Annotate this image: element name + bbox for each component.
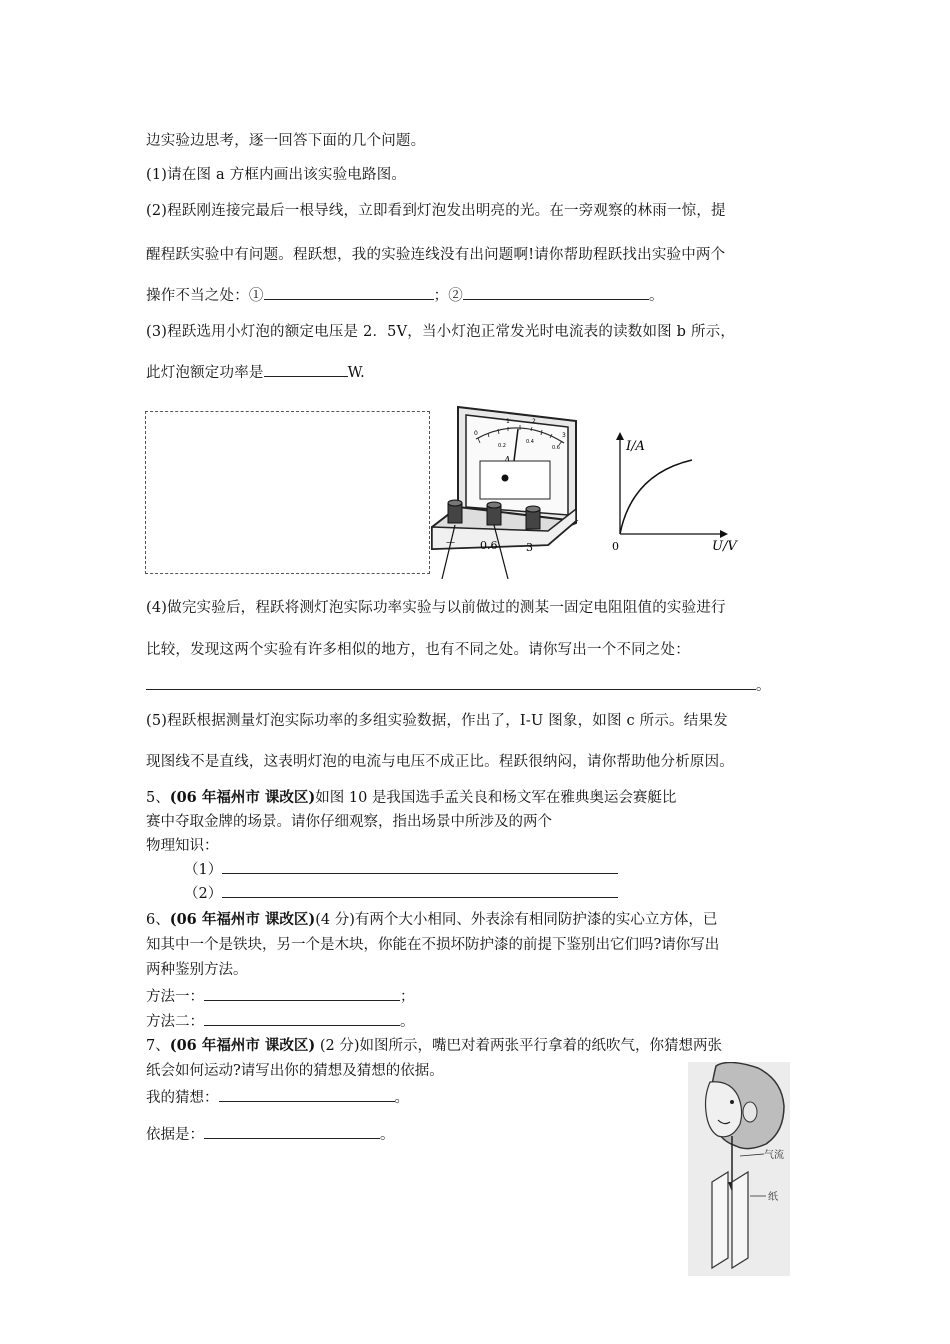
ear (743, 1102, 757, 1122)
paper-right (732, 1172, 748, 1268)
x-axis-arrow (720, 530, 728, 538)
scale-label: 0.2 (498, 443, 506, 449)
answer-blank-basis[interactable] (204, 1124, 380, 1139)
terminal-label-3: 3 (526, 541, 533, 554)
end-text: W. (347, 365, 365, 381)
terminal-label-0.6: 0.6 (480, 539, 498, 552)
question-6-line-3: 两种鉴别方法。 (146, 962, 248, 978)
iu-curve (620, 460, 692, 534)
end-text: 。 (394, 1090, 409, 1106)
answer-blank-guess[interactable] (219, 1087, 395, 1102)
question-6-line-1 (146, 908, 717, 929)
terminal-middle (487, 502, 501, 525)
label-paper: 纸 (768, 1192, 778, 1203)
answer-blank-2[interactable] (463, 285, 649, 300)
scale-label: 0.6 (552, 445, 560, 451)
question-5-item-1 (184, 858, 618, 879)
guess-label: 我的猜想： (146, 1090, 219, 1106)
question-6-line-2: 知其中一个是铁块，另一个是木块，你能在不损坏防护漆的前提下鉴别出它们吗?请你写出 (146, 937, 720, 953)
question-part-3-line-1: (3)程跃选用小灯泡的额定电压是 2．5V，当小灯泡正常发光时电流表的读数如图 b 所示， (146, 324, 736, 340)
question-part-5-line-2: 现图线不是直线，这表明灯泡的电流与电压不成正比。程跃很纳闷，请你帮助他分析原因。 (146, 754, 734, 770)
question-7-basis (146, 1123, 395, 1144)
end-text: 。 (380, 1127, 395, 1143)
ammeter-window (480, 461, 550, 499)
method-label: 方法一： (146, 989, 204, 1005)
method-label: 方法二： (146, 1014, 204, 1030)
question-6-method-2 (146, 1010, 415, 1031)
question-number: 5、 (146, 790, 170, 806)
answer-blank-method-2[interactable] (204, 1011, 400, 1026)
question-part-2-line-1: (2)程跃刚连接完最后一根导线，立即看到灯泡发出明亮的光。在一旁观察的林雨一惊，提 (146, 203, 726, 219)
scale-label: 0.4 (526, 439, 534, 445)
question-text: (4 分)有两个大小相同、外表涂有相同防护漆的实心立方体，已 (315, 912, 718, 928)
y-axis-label: I/A (626, 439, 645, 454)
adjust-screw (502, 475, 509, 482)
scale-label: 3 (562, 432, 566, 439)
label-text: 操作不当之处：① (146, 288, 264, 304)
figure-b-ammeter (428, 403, 588, 579)
question-7-line-1 (146, 1034, 722, 1055)
terminal-right (526, 506, 540, 529)
question-part-1: (1)请在图 a 方框内画出该实验电路图。 (146, 167, 407, 183)
answer-blank-method-1[interactable] (204, 986, 400, 1001)
question-source: (06 年福州市 课改区) (169, 1037, 316, 1054)
terminal-label-minus: — (446, 538, 455, 548)
question-5-line-1 (146, 786, 676, 807)
answer-blank-q5-2[interactable] (222, 883, 618, 898)
figure-c-iu-graph (606, 430, 746, 556)
question-5-item-2 (184, 882, 618, 903)
question-6-method-1 (146, 985, 415, 1006)
paragraph-intro: 边实验边思考，逐一回答下面的几个问题。 (146, 133, 426, 149)
answer-blank-1[interactable] (264, 285, 434, 300)
paper-left (712, 1172, 728, 1268)
question-text: 如图 10 是我国选手孟关良和杨文军在雅典奥运会赛艇比 (315, 790, 677, 806)
figure-blowing-papers-photo (688, 1062, 790, 1276)
eye (730, 1100, 734, 1104)
item-label: （2） (184, 886, 223, 902)
question-source: (06 年福州市 课改区) (169, 789, 316, 806)
question-7-line-2: 纸会如何运动?请写出你的猜想及猜想的依据。 (146, 1063, 444, 1079)
scale-label: 1 (506, 418, 510, 425)
question-part-2-line-3 (146, 284, 664, 305)
question-number: 6、 (146, 912, 170, 928)
terminal-left (448, 500, 462, 523)
label-airflow: 气流 (764, 1150, 784, 1161)
y-axis-arrow (616, 432, 624, 440)
answer-blank-q5-1[interactable] (222, 859, 618, 874)
question-number: 7、 (146, 1038, 170, 1054)
question-source: (06 年福州市 课改区) (169, 911, 316, 928)
separator-text: ；② (433, 288, 464, 304)
x-axis-label: U/V (712, 539, 737, 554)
question-part-4-line-3 (146, 674, 771, 695)
origin-label: 0 (612, 540, 619, 553)
end-text: ； (400, 989, 415, 1005)
end-text: 。 (400, 1014, 415, 1030)
end-text: 。 (756, 678, 771, 694)
question-5-line-3: 物理知识： (146, 838, 219, 854)
answer-blank-difference[interactable] (146, 675, 756, 690)
question-part-5-line-1: (5)程跃根据测量灯泡实际功率的多组实验数据，作出了，I-U 图象，如图 c 所示。结果发 (146, 713, 728, 729)
scale-label: 0 (474, 430, 478, 437)
question-text: (2 分)如图所示，嘴巴对着两张平行拿着的纸吹气，你猜想两张 (315, 1038, 722, 1054)
figure-a-circuit-box[interactable] (145, 411, 430, 574)
question-part-3-line-2 (146, 361, 365, 382)
scale-label: 2 (532, 418, 536, 425)
question-part-4-line-1: (4)做完实验后，程跃将测灯泡实际功率实验与以前做过的测某一固定电阻阻值的实验进行 (146, 600, 726, 616)
label-text: 此灯泡额定功率是 (146, 365, 264, 381)
question-7-guess (146, 1086, 409, 1107)
basis-label: 依据是： (146, 1127, 204, 1143)
item-label: （1） (184, 862, 223, 878)
question-5-line-2: 赛中夺取金牌的场景。请你仔细观察，指出场景中所涉及的两个 (146, 814, 552, 830)
question-part-2-line-2: 醒程跃实验中有问题。程跃想，我的实验连线没有出问题啊!请你帮助程跃找出实验中两个 (146, 247, 726, 263)
question-part-4-line-2: 比较，发现这两个实验有许多相似的地方，也有不同之处。请你写出一个不同之处： (146, 642, 690, 658)
end-text: 。 (649, 288, 664, 304)
answer-blank-power[interactable] (264, 362, 348, 377)
